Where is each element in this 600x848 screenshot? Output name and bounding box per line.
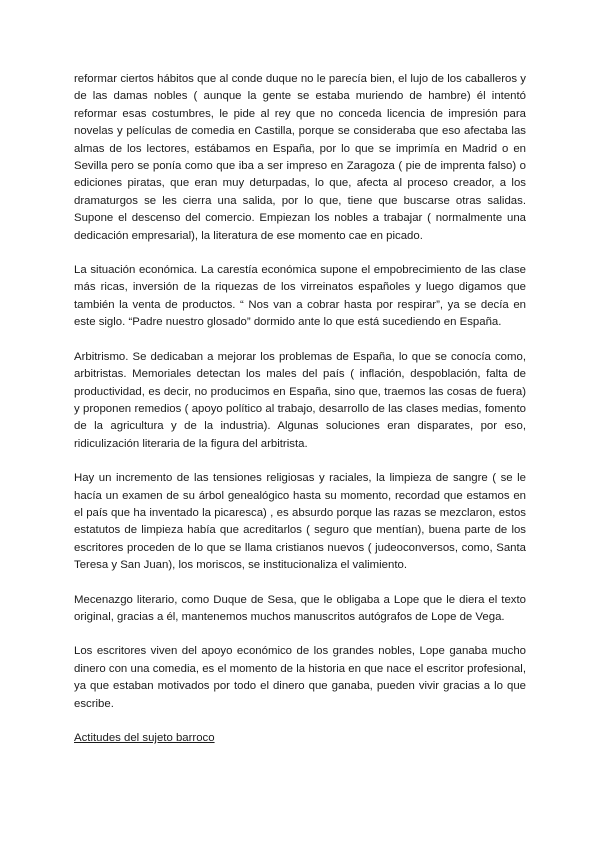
section-heading: Actitudes del sujeto barroco — [74, 732, 215, 744]
paragraph-situacion-economica: La situación económica. La carestía económica supone el empobrecimiento de las clase más ricas, inversión de la riquezas de los virreinatos españoles y luego digamos que también la venta de productos. “ Nos van a cobrar hasta por respirar”, ya se decía en este siglo. “Padre nuestro glosado” dormido ante lo que está sucediendo en España. — [74, 264, 526, 329]
paragraph-escritores: Los escritores viven del apoyo económico de los grandes nobles, Lope ganaba mucho dinero con una comedia, es el momento de la historia en que nace el escritor profesional, ya que estaban motivados por todo el dinero que ganaba, pueden vivir gracias a lo que escribe. — [74, 645, 526, 710]
paragraph-reformar-habitos: reformar ciertos hábitos que al conde duque no le parecía bien, el lujo de los caballeros y de las damas nobles ( aunque la gente se estaba muriendo de hambre) él intentó reformar esas costumbres, le pide al rey que no conceda licencia de impresión para novelas y películas de comedia en Castilla, porque se consideraba que eso afectaba las almas de los lectores, estábamos en España, por lo que se imprimía en Madrid o en Sevilla pero se ponía como que iba a ser impreso en Zaragoza ( pie de imprenta falso) o ediciones piratas, que eran muy deturpadas, lo que, afecta al proceso creador, a los dramaturgos se les cierra una salida, por lo que, tiene que buscarse otras salidas. Supone el descenso del comercio. Empiezan los nobles a trabajar ( normalmente una dedicación empresarial), la literatura de ese momento cae en picado. — [74, 73, 526, 242]
paragraph-arbitrismo: Arbitrismo. Se dedicaban a mejorar los problemas de España, lo que se conocía como, arbitristas. Memoriales detectan los males del país ( inflación, despoblación, falta de productividad, es decir, no producimos en España, sino que, traemos las cosas de fuera) y proponen remedios ( apoyo político al trabajo, desarrollo de las clases medias, fomento de la agricultura y de la industria). Algunas soluciones eran disparates, por eso, ridiculización literaria de la figura del arbitrista. — [74, 350, 526, 450]
paragraph-tensiones-religiosas: Hay un incremento de las tensiones religiosas y raciales, la limpieza de sangre ( se le hacía un examen de su árbol genealógico hasta su momento, recordad que estamos en el país que ha inventado la picaresca) , es absurdo porque las razas se mezclaron, estos estatutos de limpieza había que acreditarlos ( seguro que mentían), buena parte de los escritores proceden de lo que se llama cristianos nuevos ( judeoconversos, como, Santa Teresa y San Juan), los moriscos, se institucionaliza el valimiento. — [74, 472, 526, 572]
paragraph-mecenazgo: Mecenazgo literario, como Duque de Sesa, que le obligaba a Lope que le diera el texto original, gracias a él, mantenemos muchos manuscritos autógrafos de Lope de Vega. — [74, 593, 526, 623]
document-page — [74, 71, 526, 747]
